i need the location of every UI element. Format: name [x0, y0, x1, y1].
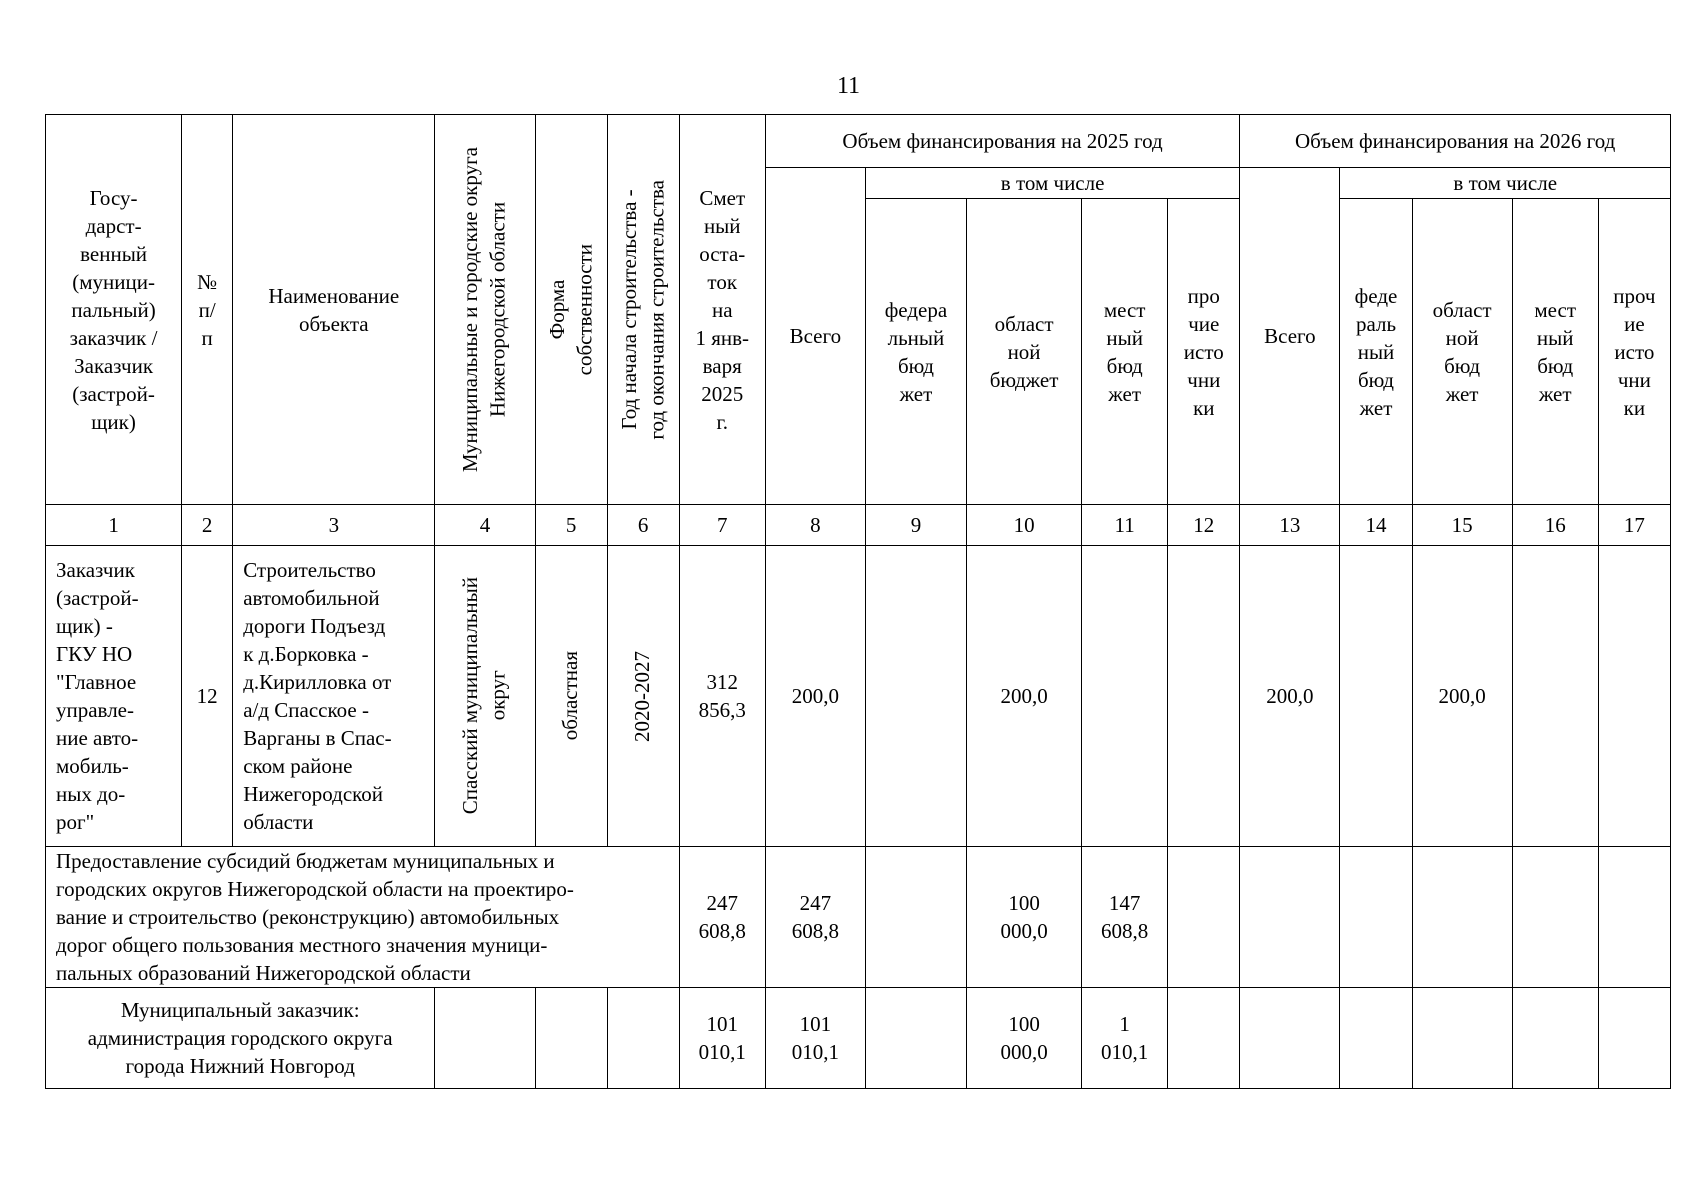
- text-line: Варганы в Спас-: [243, 726, 392, 750]
- text-line: 1 янв-: [695, 325, 750, 350]
- object-number: 12: [182, 546, 233, 847]
- text-line: дорог общего пользования местного значения муници-: [56, 933, 548, 957]
- text-line: Муниципальный заказчик:: [120, 998, 360, 1022]
- municipal-regional-2026: [1412, 988, 1512, 1089]
- subsidy-local-2025: [1082, 847, 1168, 988]
- text-line: мобиль-: [56, 754, 129, 778]
- text-line: Муниципальные и городские округа: [458, 146, 483, 473]
- text-line: г.: [716, 409, 728, 434]
- text-line: про: [1187, 283, 1220, 308]
- text-line: област: [994, 311, 1054, 336]
- text-line: городских округов Нижегородской области на проектиро-: [56, 877, 574, 901]
- column-number: 5: [535, 505, 607, 546]
- header-federal-2026: [1340, 199, 1412, 505]
- municipal-other-2025: [1168, 988, 1240, 1089]
- text-line: ных до-: [56, 782, 126, 806]
- municipal-federal-2025: [865, 988, 966, 1089]
- text-line: ной: [1445, 325, 1479, 350]
- text-line: п: [201, 325, 213, 350]
- object-regional-2025: 200,0: [967, 546, 1082, 847]
- text-line: бюд: [1444, 353, 1481, 378]
- municipal-local-2026: [1512, 988, 1598, 1089]
- text-line: Предоставление субсидий бюджетам муниципальных и: [56, 849, 555, 873]
- object-federal-2025: [865, 546, 966, 847]
- text-line: Наименование: [268, 283, 400, 308]
- column-number: 17: [1598, 505, 1670, 546]
- header-total-2025: Всего: [765, 168, 865, 505]
- text-line: чни: [1187, 367, 1221, 392]
- text-line: области: [243, 810, 314, 834]
- text-line: ние авто-: [56, 726, 139, 750]
- text-line: 100: [1008, 1012, 1040, 1036]
- subsidy-total-2025: [765, 847, 865, 988]
- text-line: ный: [703, 213, 741, 238]
- object-ownership: областная: [535, 546, 607, 847]
- text-line: 608,8: [791, 919, 839, 943]
- text-line: чие: [1188, 311, 1220, 336]
- subsidy-local-2026: [1512, 847, 1598, 988]
- text-line: Нижегородской области: [485, 201, 510, 418]
- object-other-2025: [1168, 546, 1240, 847]
- text-line: 010,1: [791, 1040, 839, 1064]
- text-line: Нижегородской: [243, 782, 384, 806]
- header-total-2026: Всего: [1240, 168, 1340, 505]
- column-number: 3: [233, 505, 435, 546]
- header-regional-2026: [1412, 199, 1512, 505]
- text-line: Строительство: [243, 558, 376, 582]
- text-line: на: [711, 297, 733, 322]
- text-line: д.Кирилловка от: [243, 670, 392, 694]
- text-line: "Главное: [56, 670, 137, 694]
- text-line: Форма: [544, 279, 569, 340]
- header-object-name: [233, 115, 435, 505]
- text-line: города Нижний Новгород: [125, 1054, 355, 1078]
- text-line: ки: [1193, 395, 1215, 420]
- column-number: 14: [1340, 505, 1412, 546]
- column-number: 9: [865, 505, 966, 546]
- text-line: бюд: [1358, 367, 1394, 392]
- header-municipal-districts: [435, 115, 535, 505]
- text-line: жет: [1538, 381, 1572, 406]
- text-line: бюд: [1106, 353, 1143, 378]
- header-estimate-balance: [679, 115, 765, 505]
- text-line: жет: [1108, 381, 1142, 406]
- header-other-2026: [1598, 199, 1670, 505]
- text-line: 608,8: [698, 919, 746, 943]
- subsidy-total-2026: [1240, 847, 1340, 988]
- text-line: 1: [1119, 1012, 1130, 1036]
- object-local-2026: [1512, 546, 1598, 847]
- text-line: (муници-: [72, 269, 155, 294]
- text-line: управле-: [56, 698, 134, 722]
- object-estimate: [679, 546, 765, 847]
- object-total-2025: 200,0: [765, 546, 865, 847]
- text-line: рог": [56, 810, 95, 834]
- text-line: ный: [1357, 339, 1395, 364]
- municipal-total-2026: [1240, 988, 1340, 1089]
- table-row-municipal-customer: [46, 988, 1671, 1089]
- header-construction-years: [607, 115, 679, 505]
- text-line: бюджет: [989, 367, 1059, 392]
- municipal-total-2025: [765, 988, 865, 1089]
- municipal-estimate: [679, 988, 765, 1089]
- subsidy-other-2025: [1168, 847, 1240, 988]
- object-regional-2026: 200,0: [1412, 546, 1512, 847]
- municipal-federal-2026: [1340, 988, 1412, 1089]
- column-number: 1: [46, 505, 182, 546]
- text-line: 2025: [701, 381, 744, 406]
- object-local-2025: [1082, 546, 1168, 847]
- object-total-2026: 200,0: [1240, 546, 1340, 847]
- text-line: дарст-: [85, 213, 142, 238]
- subsidy-regional-2026: [1412, 847, 1512, 988]
- municipal-other-2026: [1598, 988, 1670, 1089]
- header-number: [182, 115, 233, 505]
- subsidy-regional-2025: [967, 847, 1082, 988]
- header-local-2025: [1082, 199, 1168, 505]
- subsidy-estimate: [679, 847, 765, 988]
- column-number: 16: [1512, 505, 1598, 546]
- text-line: ГКУ НО: [56, 642, 133, 666]
- text-line: жет: [1445, 381, 1479, 406]
- municipal-col6: [607, 988, 679, 1089]
- column-number: 10: [967, 505, 1082, 546]
- object-years: 2020-2027: [607, 546, 679, 847]
- header-financing-2026: Объем финансирования на 2026 год: [1240, 115, 1671, 168]
- subsidy-other-2026: [1598, 847, 1670, 988]
- text-line: феде: [1354, 283, 1398, 308]
- text-line: №: [197, 269, 218, 294]
- text-line: Заказчик: [56, 558, 135, 582]
- column-number: 11: [1082, 505, 1168, 546]
- column-number: 12: [1168, 505, 1240, 546]
- header-customer: [46, 115, 182, 505]
- text-line: 010,1: [698, 1040, 746, 1064]
- text-line: округ: [485, 670, 510, 722]
- text-line: 100: [1008, 891, 1040, 915]
- header-local-2026: [1512, 199, 1598, 505]
- text-line: год окончания строительства: [644, 179, 669, 440]
- text-line: бюд: [1537, 353, 1574, 378]
- object-federal-2026: [1340, 546, 1412, 847]
- municipal-regional-2025: [967, 988, 1082, 1089]
- column-number: 4: [435, 505, 535, 546]
- header-other-2025: [1168, 199, 1240, 505]
- text-line: 101: [706, 1012, 738, 1036]
- text-line: п/: [198, 297, 216, 322]
- object-municipal-district: [435, 546, 535, 847]
- text-line: 147: [1108, 891, 1141, 915]
- text-line: бюд: [897, 353, 934, 378]
- text-line: администрация городского округа: [87, 1026, 393, 1050]
- column-number: 8: [765, 505, 865, 546]
- municipal-local-2025: [1082, 988, 1168, 1089]
- text-line: 608,8: [1101, 919, 1149, 943]
- text-line: чни: [1617, 367, 1651, 392]
- text-line: венный: [80, 241, 148, 266]
- text-line: 101: [799, 1012, 832, 1036]
- text-line: автомобильной: [243, 586, 380, 610]
- header-including-2025: в том числе: [865, 168, 1239, 199]
- text-line: заказчик /: [69, 325, 158, 350]
- municipal-col5: [535, 988, 607, 1089]
- text-line: льный: [887, 325, 945, 350]
- column-number: 2: [182, 505, 233, 546]
- text-line: (застрой-: [72, 381, 155, 406]
- text-line: собственности: [572, 243, 597, 376]
- subsidy-description: [46, 847, 680, 988]
- text-line: 247: [799, 891, 832, 915]
- subsidy-federal-2025: [865, 847, 966, 988]
- text-line: 856,3: [698, 698, 746, 722]
- text-line: пальный): [71, 297, 156, 322]
- column-number: 13: [1240, 505, 1340, 546]
- text-line: варя: [702, 353, 742, 378]
- text-line: ный: [1106, 325, 1143, 350]
- text-line: оста-: [699, 241, 746, 266]
- text-line: проч: [1613, 283, 1656, 308]
- text-line: Госу-: [89, 185, 138, 210]
- text-line: щик): [91, 409, 136, 434]
- page-number: 11: [836, 73, 861, 99]
- table-row-object: [46, 546, 1671, 847]
- header-financing-2025: Объем финансирования на 2025 год: [765, 115, 1240, 168]
- object-other-2026: [1598, 546, 1670, 847]
- text-line: объекта: [299, 311, 369, 336]
- text-line: а/д Спасское -: [243, 698, 369, 722]
- text-line: мест: [1534, 297, 1577, 322]
- column-number: 7: [679, 505, 765, 546]
- text-line: пальных образований Нижегородской области: [56, 961, 471, 985]
- text-line: Год начала строительства -: [616, 189, 641, 430]
- financing-table: [45, 114, 1671, 1089]
- text-line: област: [1432, 297, 1492, 322]
- text-line: жет: [899, 381, 933, 406]
- text-line: к д.Борковка -: [243, 642, 369, 666]
- header-regional-2025: [967, 199, 1082, 505]
- municipal-customer: [46, 988, 435, 1089]
- text-line: 000,0: [1000, 1040, 1048, 1064]
- text-line: Заказчик: [74, 353, 154, 378]
- text-line: жет: [1359, 395, 1393, 420]
- text-line: 247: [706, 891, 738, 915]
- object-customer: [46, 546, 182, 847]
- text-line: ный: [1536, 325, 1574, 350]
- text-line: исто: [1614, 339, 1655, 364]
- municipal-col4: [435, 988, 535, 1089]
- header-ownership: [535, 115, 607, 505]
- column-number: 6: [607, 505, 679, 546]
- text-line: исто: [1183, 339, 1224, 364]
- text-line: ском районе: [243, 754, 353, 778]
- subsidy-federal-2026: [1340, 847, 1412, 988]
- header-including-2026: в том числе: [1340, 168, 1671, 199]
- text-line: Смет: [699, 185, 746, 210]
- text-line: вание и строительство (реконструкцию) автомобильных: [56, 905, 560, 929]
- text-line: щик) -: [56, 614, 113, 638]
- table-row-subsidy: [46, 847, 1671, 988]
- text-line: мест: [1103, 297, 1146, 322]
- object-name: [233, 546, 435, 847]
- text-line: ие: [1624, 311, 1645, 336]
- text-line: раль: [1355, 311, 1397, 336]
- text-line: 010,1: [1101, 1040, 1149, 1064]
- header-federal-2025: [865, 199, 966, 505]
- text-line: дороги Подъезд: [243, 614, 386, 638]
- text-line: федера: [884, 297, 948, 322]
- text-line: 312: [706, 670, 738, 694]
- column-number: 15: [1412, 505, 1512, 546]
- text-line: 000,0: [1000, 919, 1048, 943]
- text-line: ток: [707, 269, 738, 294]
- column-numbers-row: [46, 505, 1671, 546]
- text-line: Спасский муниципальный: [458, 577, 483, 815]
- text-line: ки: [1623, 395, 1646, 420]
- text-line: ной: [1007, 339, 1041, 364]
- text-line: (застрой-: [56, 586, 139, 610]
